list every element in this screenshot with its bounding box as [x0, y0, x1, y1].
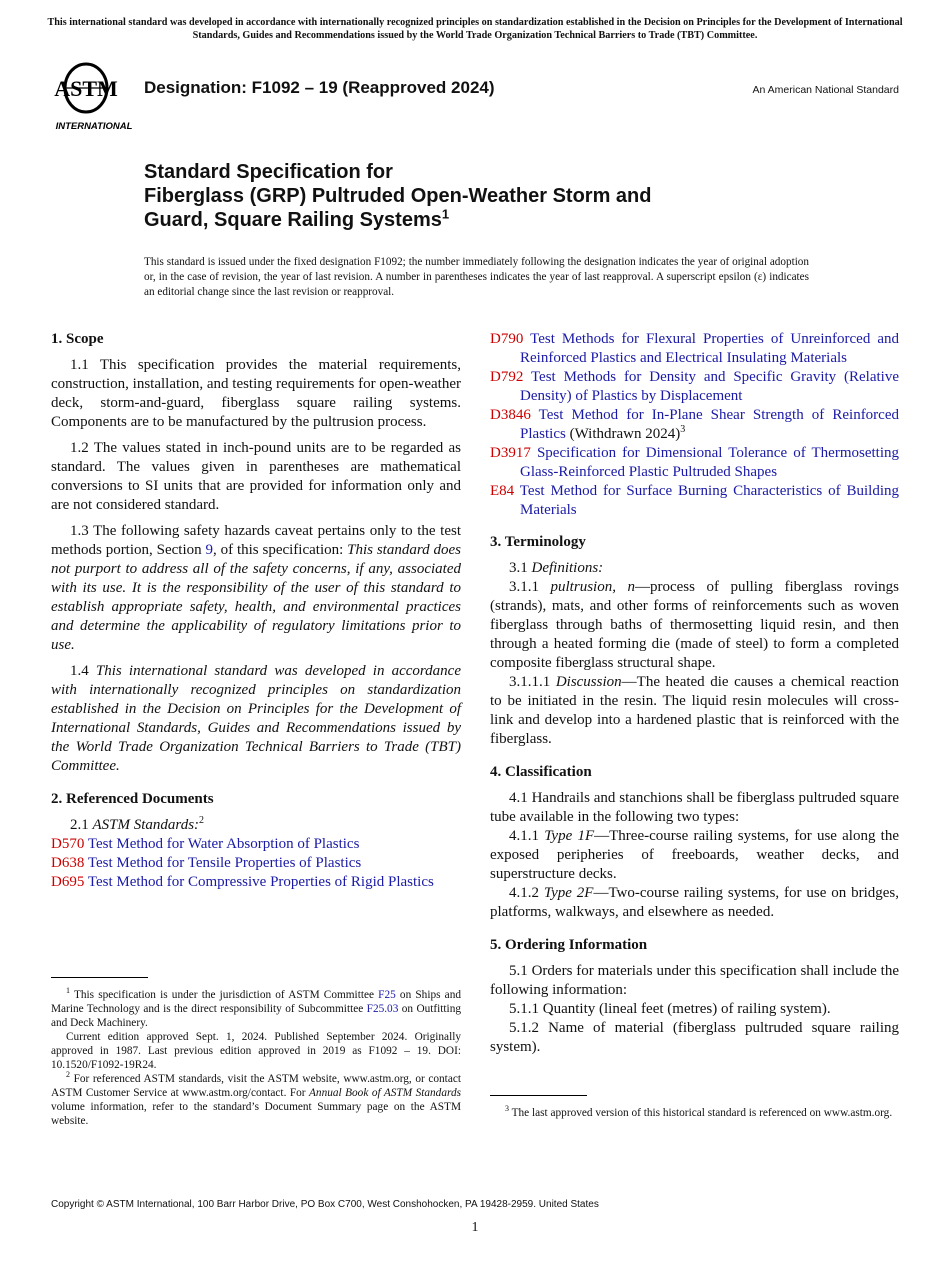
section-heading-terminology: 3. Terminology [490, 534, 586, 550]
section-heading-referenced-documents: 2. Referenced Documents [51, 791, 214, 807]
title-line-3: Guard, Square Railing Systems [144, 209, 442, 231]
reference-item [490, 444, 899, 482]
reference-list-left [51, 835, 461, 892]
terminology-3-1 [490, 559, 899, 578]
american-national-standard: An American National Standard [752, 84, 899, 96]
scope-1-3 [51, 522, 461, 655]
definitions-label: Definitions: [531, 560, 604, 576]
reference-code-link[interactable]: E84 [490, 483, 515, 499]
astm-standards-footnote-mark: 2 [199, 815, 205, 826]
footnote-1 [51, 988, 461, 1030]
footnote-1-edition: Current edition approved Sept. 1, 2024. Published September 2024. Originally approved in 1987. Last previous edition approved in 2019 as F1092 – 19. DOI: 10.1520/F1092-19R24. [51, 1031, 461, 1071]
classification-4-1-1 [490, 827, 899, 884]
scope-1-3-text: 1.3 The following safety hazards caveat pertains only to the test methods portion, Section [51, 523, 461, 558]
footnote-3-mark: 3 [505, 1104, 509, 1114]
reference-item [51, 835, 461, 854]
discussion-text: —The heated die causes a chemical reaction to be initiated in the resin. The liquid resin molecules will cross-link and develop into a hardened plastic that is reinforced with the fiberglass. [490, 674, 900, 747]
reference-code-link[interactable]: D792 [490, 369, 524, 385]
astm-standards-italic: ASTM Standards: [92, 817, 200, 833]
reference-item [490, 482, 899, 520]
classification-4-1-1-num: 4.1.1 [509, 828, 545, 844]
classification-4-1-2 [490, 884, 899, 922]
term-pultrusion: pultrusion, n [550, 579, 635, 595]
reference-item [490, 368, 899, 406]
reference-title-link[interactable]: Test Methods for Density and Specific Gravity (Relative Density) of Plastics by Displacement [520, 369, 899, 404]
classification-4-1: 4.1 Handrails and stanchions shall be fiberglass pultruded square tube available in the following two types: [490, 790, 899, 825]
pultrusion-definition: —process of pulling fiberglass rovings (strands), mats, and other forms of reinforcements such as woven fiberglass through baths of thermosetting liquid resin, and then through a heated forming die (made of steel) to form a completed composite fiberglass structural shape. [490, 579, 900, 671]
scope-1-2: 1.2 The values stated in inch-pound units are to be regarded as standard. The values given in parentheses are mathematical conversions to SI units that are provided for information only and are not considered standard. [51, 440, 461, 513]
title-footnote-mark: 1 [441, 206, 450, 222]
section-heading-classification: 4. Classification [490, 764, 592, 780]
section-9-link[interactable]: 9 [205, 542, 213, 558]
reference-code-link[interactable]: D790 [490, 331, 524, 347]
document-title [144, 160, 844, 232]
footnote-2-mark: 2 [66, 1070, 70, 1080]
scope-1-3-text-b: , of this specification: [212, 542, 348, 558]
footnotes-right [490, 1106, 899, 1120]
type-1f-text: —Three-course railing systems, for use along the exposed peripheries of freeboards, weather decks, and superstructure decks. [490, 828, 899, 882]
reference-title-link[interactable]: Test Methods for Flexural Properties of Unreinforced and Reinforced Plastics and Electrical Insulating Materials [520, 331, 900, 366]
ordering-5-1-2: 5.1.2 Name of material (fiberglass pultruded square railing system). [490, 1020, 899, 1055]
footnote-1-text-b: on Ships and Marine Technology and is the direct responsibility of Subcommittee [51, 989, 461, 1015]
reference-code-link[interactable]: D695 [51, 874, 85, 890]
reference-code-link[interactable]: D638 [51, 855, 85, 871]
reference-title-link[interactable]: Test Method for Tensile Properties of Plastics [87, 855, 362, 871]
ordering-5-1-1: 5.1.1 Quantity (lineal feet (metres) of railing system). [509, 1001, 831, 1017]
reference-code-link[interactable]: D570 [51, 836, 85, 852]
wto-statement: This international standard was developed in accordance with internationally recognized principles on standardization established in the Decision on Principles for the Development of International Standards, Guides and Recommendations issued by the World Trade Organization Technical Barriers to Trade (TBT) Committee. [51, 663, 462, 774]
subcommittee-f25-03-link[interactable]: F25.03 [366, 1003, 399, 1015]
terminology-3-1-1 [490, 578, 899, 673]
type-2f-label: Type 2F [543, 885, 594, 901]
left-column [51, 330, 461, 892]
reference-item [51, 873, 461, 892]
footnote-3-text: The last approved version of this historical standard is referenced on www.astm.org. [509, 1107, 893, 1119]
reference-item [51, 854, 461, 873]
astm-logo [52, 58, 136, 132]
reference-title-link[interactable]: Test Method for In-Plane Shear Strength of Reinforced Plastics [520, 407, 899, 442]
right-column [490, 330, 899, 1057]
title-line-1: Standard Specification for [144, 161, 393, 183]
reference-title-link[interactable]: Test Method for Surface Burning Characteristics of Building Materials [519, 483, 899, 518]
logo-subtext: INTERNATIONAL [55, 121, 133, 132]
safety-caveat: This standard does not purport to address all of the safety concerns, if any, associated with its use. It is the responsibility of the user of this standard to establish appropriate safety, health, and environmental practices and determine the applicability of regulatory limitations prior to use. [51, 542, 461, 653]
terminology-3-1-1-1 [490, 673, 899, 749]
page-number: 1 [471, 1220, 479, 1235]
ordering-5-1: 5.1 Orders for materials under this specification shall include the following information: [490, 963, 899, 998]
reference-item [490, 330, 899, 368]
scope-1-4-num: 1.4 [70, 663, 96, 679]
scope-1-1: 1.1 This specification provides the material requirements, construction, installation, and testing requirements for open-weather deck, storm-and-guard, fiberglass square railing systems. Components are to be manufactured by the pultrusion process. [51, 357, 461, 430]
reference-code-link[interactable]: D3917 [490, 445, 531, 461]
footnote-2-text-b: volume information, refer to the standard’s Document Summary page on the ASTM website. [51, 1101, 461, 1127]
section-heading-scope: 1. Scope [51, 331, 104, 347]
footnote-2 [51, 1072, 461, 1128]
scope-1-4 [51, 662, 461, 776]
terminology-3-1-num: 3.1 [509, 560, 532, 576]
reference-code-link[interactable]: D3846 [490, 407, 531, 423]
type-1f-label: Type 1F [544, 828, 595, 844]
footnote-2-italic: Annual Book of ASTM Standards [309, 1087, 461, 1099]
astm-standards-label [51, 816, 461, 835]
committee-f25-link[interactable]: F25 [378, 989, 396, 1001]
reference-title-link[interactable]: Specification for Dimensional Tolerance of Thermosetting Glass-Reinforced Plastic Pultruded Shapes [520, 445, 899, 480]
astm-standards-num: 2.1 [70, 817, 93, 833]
top-notice: This international standard was developed in accordance with internationally recognized principles on standardization established in the Decision on Principles for the Development of International Standards, Guides and Recommendations issued by the World Trade Organization Technical Barriers to Trade (TBT) Committee. [47, 17, 903, 41]
terminology-3-1-1-num: 3.1.1 [509, 579, 551, 595]
footnote-rule-left [51, 977, 148, 978]
footnote-1-text: This specification is under the jurisdiction of ASTM Committee [70, 989, 379, 1001]
terminology-3-1-1-1-num: 3.1.1.1 [509, 674, 556, 690]
reference-withdrawn-note: (Withdrawn 2024) [565, 426, 681, 442]
footnote-2-text: For referenced ASTM standards, visit the ASTM website, www.astm.org, or contact ASTM Customer Service at www.astm.org/contact. For [51, 1073, 461, 1099]
reference-item [490, 406, 899, 444]
reference-title-link[interactable]: Test Method for Water Absorption of Plastics [87, 836, 360, 852]
footnotes-left [51, 988, 461, 1128]
logo-text: ASTM [54, 76, 118, 101]
footnote-1-mark: 1 [66, 986, 70, 996]
reference-title-link[interactable]: Test Method for Compressive Properties of Rigid Plastics [87, 874, 434, 890]
type-2f-text: —Two-course railing systems, for use on bridges, platforms, walkways, and elsewhere as needed. [490, 885, 899, 920]
discussion-label: Discussion [555, 674, 622, 690]
title-line-2: Fiberglass (GRP) Pultruded Open-Weather Storm and [144, 185, 652, 207]
copyright-line: Copyright © ASTM International, 100 Barr Harbor Drive, PO Box C700, West Conshohocken, PA 19428-2959. United States [51, 1199, 599, 1210]
classification-4-1-2-num: 4.1.2 [509, 885, 544, 901]
designation: Designation: F1092 – 19 (Reapproved 2024) [144, 78, 495, 97]
intro-paragraph: This standard is issued under the fixed designation F1092; the number immediately following the designation indicates the year of original adoption or, in the case of revision, the year of last revision. A number in parentheses indicates the year of last reapproval. A superscript epsilon (ε) indicates an editorial change since the last revision or reapproval. [144, 256, 809, 298]
footnote-rule-right [490, 1095, 587, 1096]
footnote-3 [490, 1106, 899, 1120]
section-heading-ordering-information: 5. Ordering Information [490, 937, 648, 953]
footnote-1-text-c: on Outfitting and Deck Machinery. [51, 1003, 461, 1029]
reference-footnote-mark: 3 [680, 424, 686, 435]
reference-list-right [490, 330, 899, 520]
